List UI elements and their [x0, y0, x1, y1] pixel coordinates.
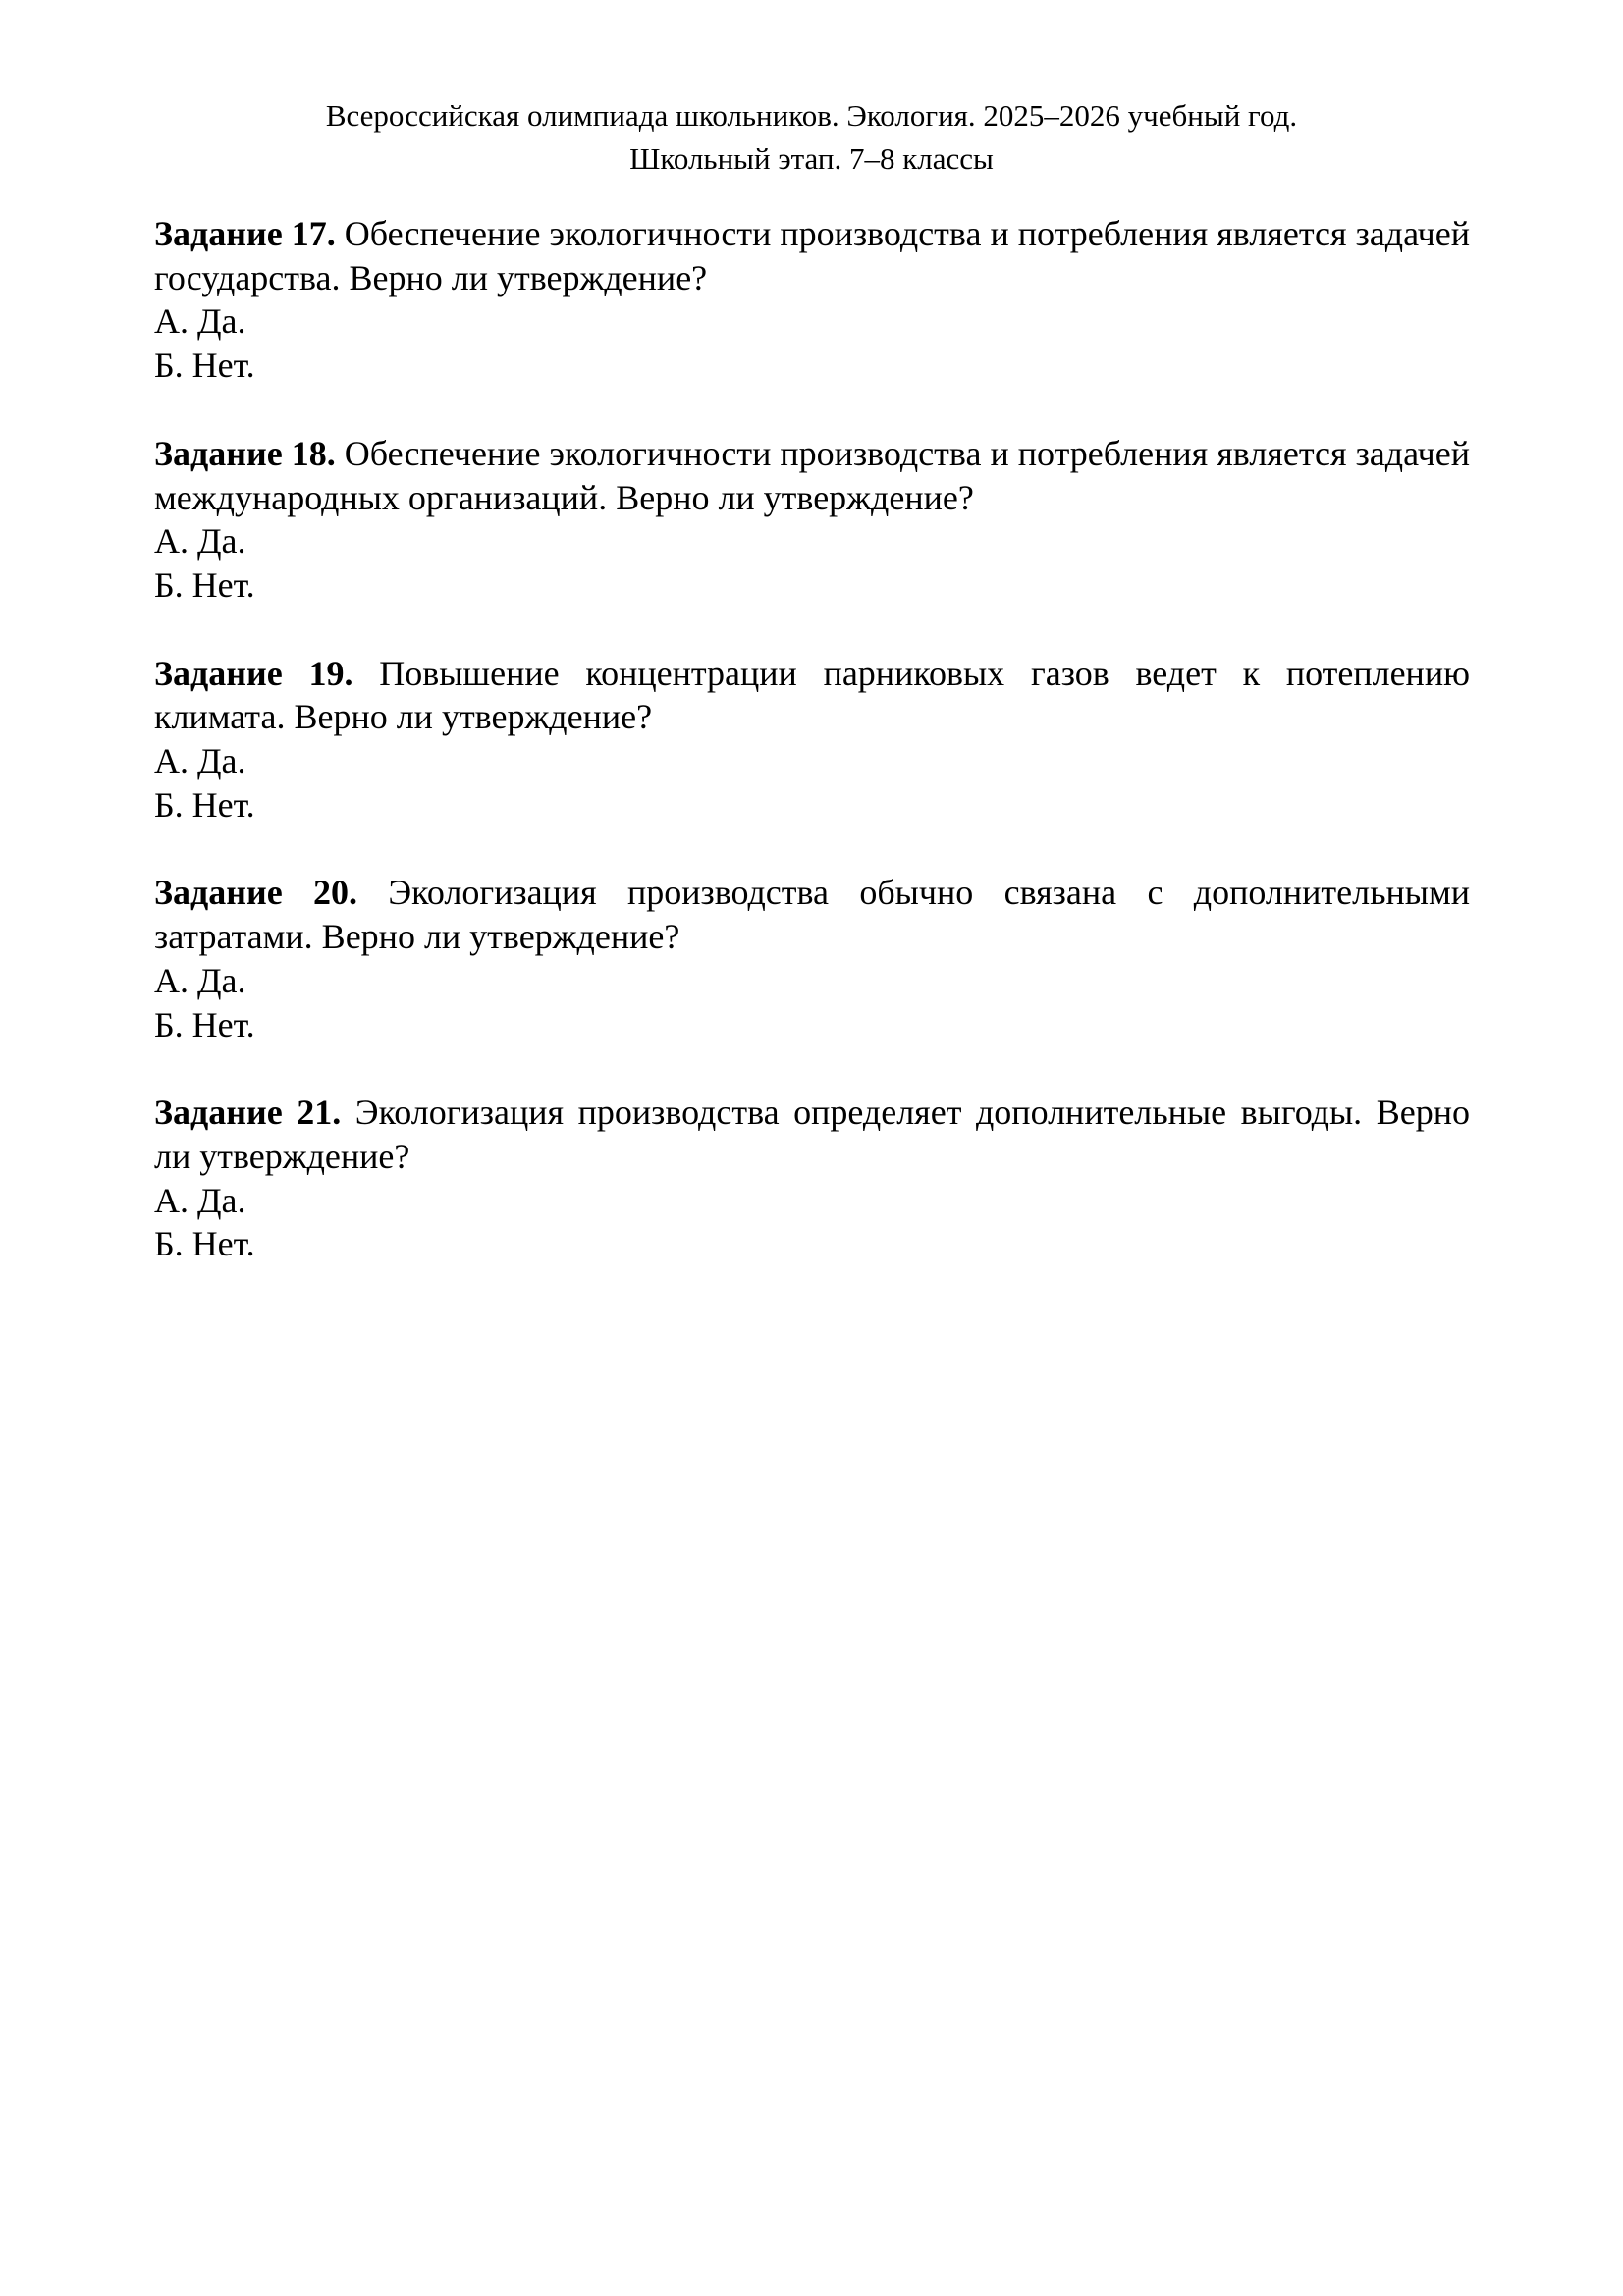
answer-option-yes: А. Да. [154, 301, 246, 342]
task-text: Экологизация производства обычно связана с дополнительными затратами. Верно ли утверждение? [154, 873, 1470, 957]
task-text: Обеспечение экологичности производства и потребления является задачей международных организаций. Верно ли утверждение? [154, 433, 1470, 517]
tasks-list [154, 212, 1470, 1310]
answer-option-no: Б. Нет. [154, 564, 255, 605]
task-question [154, 652, 1470, 739]
header-title: Всероссийская олимпиада школьников. Экология. 2025–2026 учебный год. [325, 98, 1298, 133]
task-19 [154, 652, 1470, 828]
answer-option-no: Б. Нет. [154, 784, 255, 825]
task-question [154, 432, 1470, 519]
task-label: Задание 17. [154, 214, 336, 253]
answer-option-yes: А. Да. [154, 960, 246, 1000]
answer-option-yes: А. Да. [154, 521, 246, 561]
task-label: Задание 20. [154, 873, 358, 913]
task-label: Задание 21. [154, 1093, 342, 1133]
task-question [154, 1091, 1470, 1178]
task-text: Повышение концентрации парниковых газов ведет к потеплению климата. Верно ли утверждение? [154, 653, 1470, 737]
task-question [154, 212, 1470, 299]
task-18 [154, 432, 1470, 608]
answer-option-no: Б. Нет. [154, 1004, 255, 1044]
task-text: Экологизация производства определяет дополнительные выгоды. Верно ли утверждение? [154, 1093, 1470, 1176]
answer-option-yes: А. Да. [154, 1180, 246, 1220]
task-21 [154, 1091, 1470, 1266]
answer-option-no: Б. Нет. [154, 346, 255, 386]
task-text: Обеспечение экологичности производства и потребления является задачей государства. Верно ли утверждение? [154, 214, 1470, 297]
task-17 [154, 212, 1470, 388]
header-subtitle: Школьный этап. 7–8 классы [629, 141, 994, 176]
answer-option-no: Б. Нет. [154, 1224, 255, 1264]
task-label: Задание 18. [154, 433, 336, 473]
task-question [154, 871, 1470, 958]
answer-option-yes: А. Да. [154, 741, 246, 781]
page-header [0, 94, 1623, 181]
task-20 [154, 871, 1470, 1046]
task-label: Задание 19. [154, 653, 353, 693]
